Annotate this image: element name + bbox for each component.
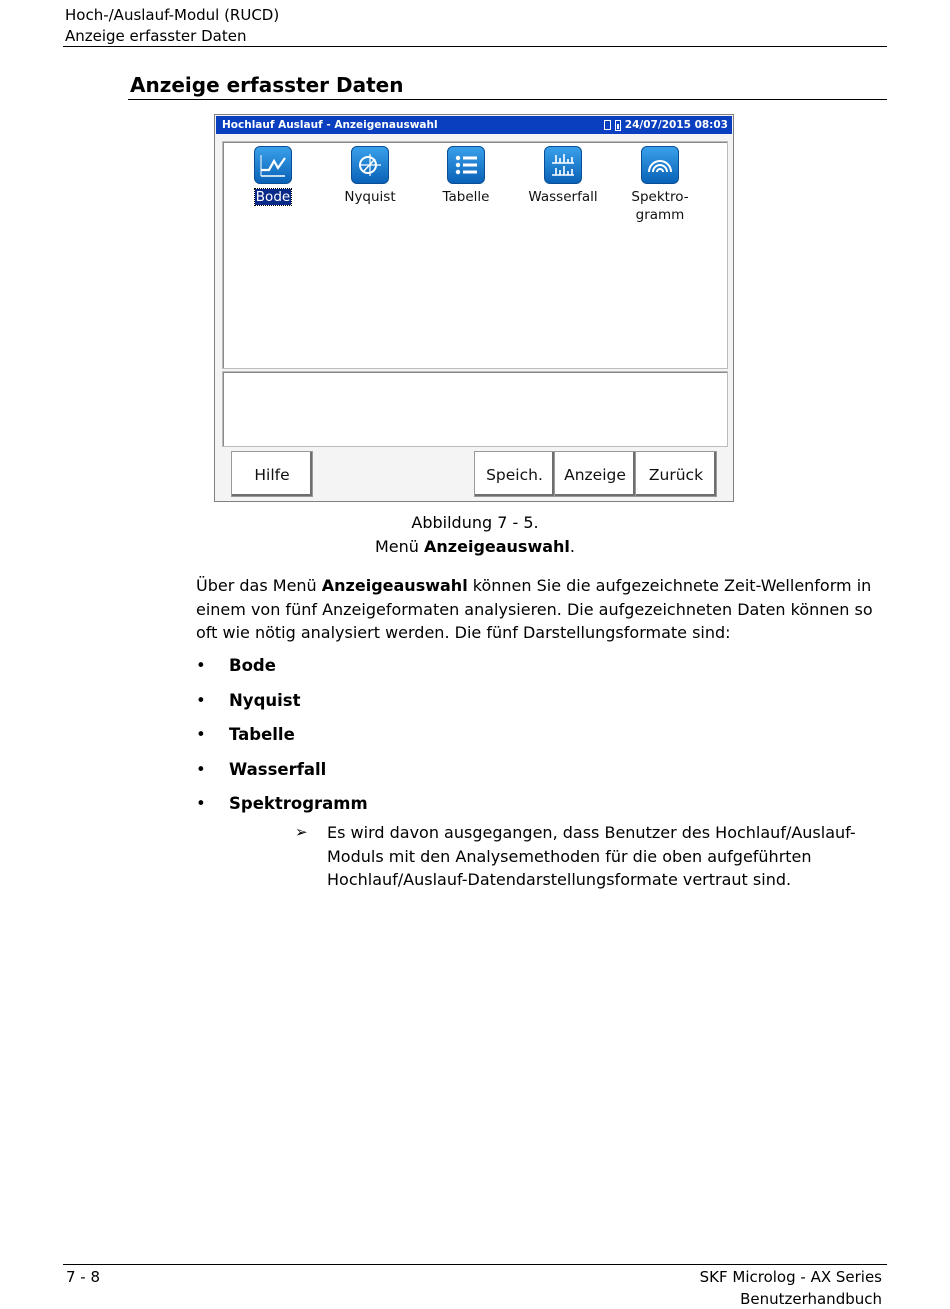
app-label-tabelle: Tabelle — [442, 189, 490, 205]
app-tabelle[interactable] — [426, 146, 506, 206]
app-spektrogramm[interactable] — [620, 146, 700, 224]
page-number: 7 - 8 — [66, 1268, 101, 1286]
display-button[interactable]: Anzeige — [554, 451, 636, 497]
app-nyquist[interactable] — [330, 146, 410, 206]
back-button[interactable]: Zurück — [635, 451, 717, 497]
screen-datetime: 24/07/2015 08:03 — [624, 119, 728, 131]
section-rule — [128, 99, 887, 100]
app-wasserfall[interactable] — [523, 146, 603, 206]
storage-icon — [604, 120, 611, 130]
footer-doc-title: Benutzerhandbuch — [740, 1290, 882, 1308]
help-button[interactable]: Hilfe — [231, 451, 313, 497]
figure-caption: Menü Anzeigeauswahl. — [375, 537, 575, 556]
spectrogram-icon — [641, 146, 679, 184]
screen-title: Hochlauf Auslauf - Anzeigenauswahl — [222, 119, 438, 131]
running-header-module: Hoch-/Auslauf-Modul (RUCD) — [65, 6, 280, 24]
table-list-icon — [447, 146, 485, 184]
app-bode[interactable] — [233, 146, 313, 206]
app-label-nyquist: Nyquist — [344, 189, 396, 205]
figure-number: Abbildung 7 - 5. — [411, 513, 539, 532]
nyquist-plot-icon — [351, 146, 389, 184]
section-title: Anzeige erfasster Daten — [130, 73, 404, 97]
app-label-bode: Bode — [255, 189, 291, 205]
battery-icon — [615, 120, 621, 131]
running-header-section: Anzeige erfasster Daten — [65, 27, 247, 45]
footer-rule — [63, 1264, 887, 1265]
app-label-wasserfall: Wasserfall — [528, 189, 598, 205]
note-text: Es wird davon ausgegangen, dass Benutzer des Hochlauf/Auslauf-Moduls mit den Analysemethoden für die oben aufgeführten Hochlauf/Auslauf-Datendarstellungsformate vertraut sind. — [327, 823, 856, 889]
intro-paragraph: Über das Menü Anzeigeauswahl können Sie die aufgezeichnete Zeit-Wellenform in einem von fünf Anzeigeformaten analysieren. Die aufgezeichneten Daten können so oft wie nötig analysiert werden. Die fünf Darstellungsformate sind: — [196, 576, 873, 642]
bode-plot-icon — [254, 146, 292, 184]
device-screenshot — [214, 114, 734, 502]
screen-titlebar — [216, 116, 732, 134]
note-arrow-icon: ➢ — [295, 823, 308, 841]
waterfall-plot-icon — [544, 146, 582, 184]
message-panel — [222, 371, 728, 447]
header-rule — [63, 46, 887, 47]
app-label-spektrogramm: Spektro- gramm — [631, 189, 689, 223]
footer-product: SKF Microlog - AX Series — [699, 1268, 882, 1286]
display-selection-panel — [222, 141, 728, 369]
save-button[interactable]: Speich. — [474, 451, 555, 497]
